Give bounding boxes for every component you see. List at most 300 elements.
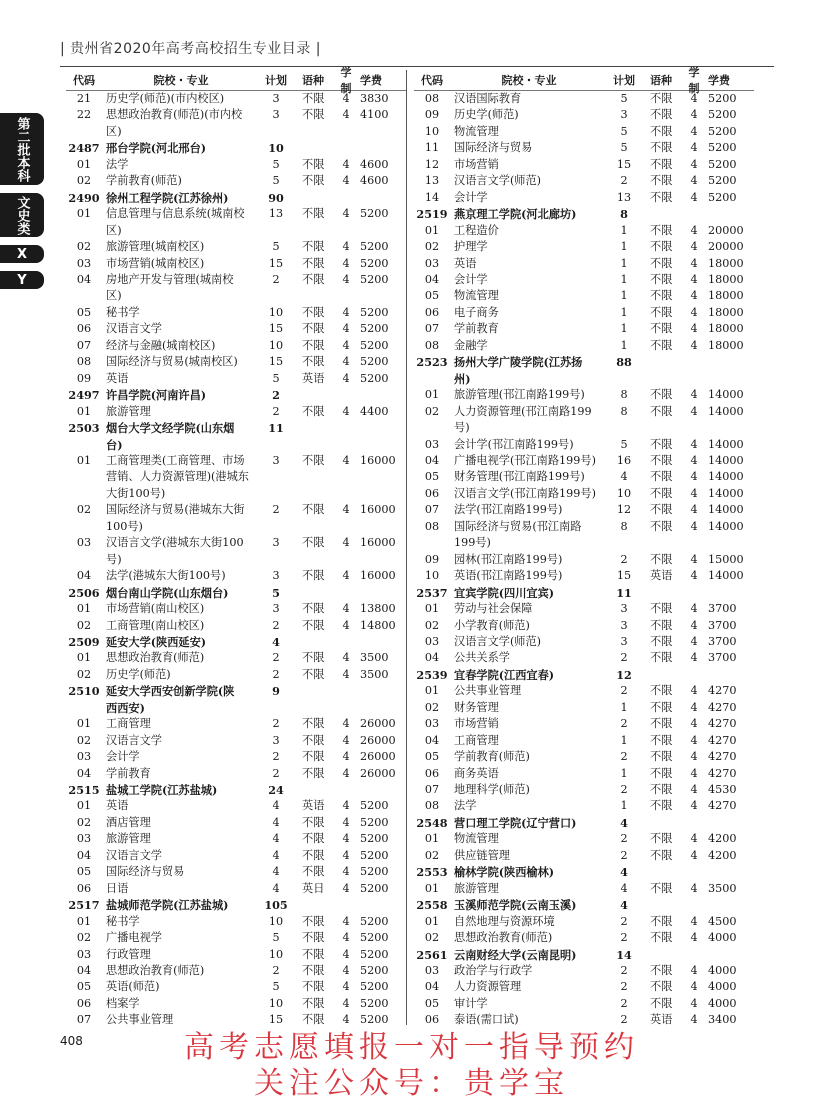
row-name: 物流管理 <box>454 832 499 846</box>
row-years: 4 <box>690 717 698 731</box>
row-fee: 5200 <box>360 322 389 336</box>
left-table-body <box>66 91 406 1029</box>
table-row <box>414 190 754 206</box>
row-plan: 3 <box>620 618 628 632</box>
row-fee: 18000 <box>708 289 744 303</box>
row-fee: 4000 <box>708 931 737 945</box>
table-row <box>66 288 406 304</box>
row-fee: 16000 <box>360 569 396 583</box>
column-divider <box>406 70 407 1025</box>
row-years: 4 <box>690 190 698 204</box>
row-lang: 不限 <box>650 157 673 171</box>
table-row <box>414 650 754 666</box>
row-code: 04 <box>424 980 440 994</box>
row-lang: 英语 <box>650 1013 673 1027</box>
row-name: 园林(邗江南路199号) <box>454 552 563 566</box>
row-name: 国际经济与贸易 <box>106 865 185 879</box>
row-plan: 12 <box>616 667 632 682</box>
row-years: 4 <box>342 536 350 550</box>
row-code: 2519 <box>416 207 448 222</box>
row-plan: 3 <box>272 569 280 583</box>
row-lang: 不限 <box>302 174 325 188</box>
table-row <box>414 223 754 239</box>
header-fee: 学费 <box>708 74 730 87</box>
table-row <box>66 91 406 107</box>
row-years: 4 <box>690 1013 698 1027</box>
row-name: 英语(师范) <box>106 980 160 994</box>
row-name: 学前教育(师范) <box>454 750 530 764</box>
table-row <box>66 618 406 634</box>
row-years <box>336 552 356 568</box>
row-code <box>66 288 102 304</box>
school-row <box>66 387 406 403</box>
row-code: 2539 <box>416 667 448 682</box>
row-fee <box>356 437 410 453</box>
row-plan: 1 <box>620 305 628 319</box>
left-column <box>66 66 406 1029</box>
table-row <box>414 881 754 897</box>
row-fee: 16000 <box>360 536 396 550</box>
row-plan: 105 <box>264 898 288 913</box>
row-code: 09 <box>76 371 92 385</box>
row-name: 泰语(需口试) <box>454 1013 519 1027</box>
row-name: 政治学与行政学 <box>454 964 533 978</box>
row-lang <box>296 288 336 304</box>
row-name: 汉语言文学(师范) <box>454 174 542 188</box>
left-column-header <box>66 66 406 95</box>
row-years: 4 <box>690 108 698 122</box>
row-years: 4 <box>342 914 350 928</box>
row-years <box>336 486 356 502</box>
row-fee: 4270 <box>708 700 737 714</box>
row-code: 2497 <box>68 388 100 403</box>
table-row <box>66 519 406 535</box>
row-plan: 4 <box>620 470 628 484</box>
side-tab-x: X <box>0 245 44 263</box>
row-lang: 不限 <box>650 174 673 188</box>
row-fee: 26000 <box>360 717 396 731</box>
row-plan: 5 <box>272 585 280 600</box>
table-row <box>66 766 406 782</box>
row-code: 05 <box>76 865 92 879</box>
row-years: 4 <box>690 503 698 517</box>
row-fee: 5200 <box>360 256 389 270</box>
row-years: 4 <box>690 305 698 319</box>
row-name: 汉语言文学(邗江南路199号) <box>454 486 596 500</box>
row-name: 物流管理 <box>454 124 499 138</box>
row-lang: 不限 <box>302 338 325 352</box>
school-row <box>66 782 406 798</box>
row-name: 英语 <box>106 799 129 813</box>
row-name: 思想政治教育(师范) <box>106 651 205 665</box>
row-plan: 5 <box>620 141 628 155</box>
row-lang <box>296 437 336 453</box>
header-fee: 学费 <box>360 74 382 87</box>
row-fee: 3400 <box>708 1013 737 1027</box>
row-plan: 2 <box>620 1013 628 1027</box>
school-row <box>66 683 406 699</box>
table-row <box>414 256 754 272</box>
row-plan <box>256 552 296 568</box>
row-lang: 不限 <box>650 700 673 714</box>
row-lang <box>644 585 684 601</box>
row-code: 2561 <box>416 947 448 962</box>
row-years <box>684 354 704 370</box>
row-fee: 5200 <box>360 980 389 994</box>
row-name: 100号) <box>106 519 143 533</box>
row-code: 04 <box>424 733 440 747</box>
row-name: 榆林学院(陕西榆林) <box>454 865 555 880</box>
row-fee: 4270 <box>708 750 737 764</box>
row-code: 01 <box>76 799 92 813</box>
row-code: 06 <box>424 305 440 319</box>
row-lang: 不限 <box>302 733 325 747</box>
school-row <box>414 354 754 370</box>
row-lang: 不限 <box>650 190 673 204</box>
row-lang: 不限 <box>650 223 673 237</box>
row-plan: 4 <box>620 881 628 895</box>
row-lang: 英语 <box>302 371 325 385</box>
row-years: 4 <box>342 980 350 994</box>
row-years: 4 <box>342 272 350 286</box>
table-row <box>414 453 754 469</box>
row-fee: 4600 <box>360 157 389 171</box>
row-years: 4 <box>690 157 698 171</box>
row-code <box>66 437 102 453</box>
row-plan: 2 <box>620 552 628 566</box>
row-lang: 不限 <box>650 634 673 648</box>
row-code <box>66 469 102 485</box>
row-code: 06 <box>76 322 92 336</box>
row-lang <box>644 354 684 370</box>
row-lang <box>296 420 336 436</box>
row-lang: 不限 <box>650 881 673 895</box>
table-row <box>414 502 754 518</box>
row-code: 01 <box>424 388 440 402</box>
row-plan <box>256 486 296 502</box>
row-fee <box>704 815 758 831</box>
row-name: 号) <box>106 552 122 566</box>
row-years <box>684 815 704 831</box>
row-years <box>336 437 356 453</box>
row-years: 4 <box>342 815 350 829</box>
row-lang <box>644 864 684 880</box>
row-years: 4 <box>342 338 350 352</box>
row-plan: 4 <box>272 799 280 813</box>
row-code: 06 <box>424 1013 440 1027</box>
school-row <box>414 206 754 222</box>
row-lang <box>296 469 336 485</box>
row-plan: 4 <box>272 832 280 846</box>
row-plan: 5 <box>272 157 280 171</box>
row-years: 4 <box>342 799 350 813</box>
school-row <box>66 700 406 716</box>
row-lang: 不限 <box>302 305 325 319</box>
row-lang: 不限 <box>302 651 325 665</box>
row-fee: 4600 <box>360 174 389 188</box>
row-code: 22 <box>76 108 92 122</box>
header-name: 院校・专业 <box>501 74 557 87</box>
row-code: 02 <box>424 700 440 714</box>
row-years: 4 <box>690 684 698 698</box>
row-plan: 15 <box>268 322 284 336</box>
row-lang <box>296 223 336 239</box>
table-row <box>414 338 754 354</box>
school-row <box>414 667 754 683</box>
row-lang: 不限 <box>650 305 673 319</box>
row-name: 思想政治教育(师范) <box>454 931 553 945</box>
row-code: 01 <box>76 453 92 467</box>
row-fee: 13800 <box>360 602 396 616</box>
row-name: 旅游管理 <box>106 404 151 418</box>
row-lang: 不限 <box>302 717 325 731</box>
row-years <box>684 897 704 913</box>
row-code: 2510 <box>68 684 100 699</box>
row-fee: 5200 <box>360 914 389 928</box>
row-lang: 不限 <box>302 322 325 336</box>
table-row <box>414 288 754 304</box>
table-row <box>414 848 754 864</box>
row-fee: 5200 <box>708 124 737 138</box>
table-row <box>414 305 754 321</box>
table-row <box>414 387 754 403</box>
row-years: 4 <box>690 256 698 270</box>
row-name: 宜春学院(江西宜春) <box>454 667 555 682</box>
header-plan: 计划 <box>613 74 635 87</box>
row-lang: 不限 <box>302 947 325 961</box>
row-name: 护理学 <box>454 240 488 254</box>
row-plan: 3 <box>272 453 280 467</box>
row-years: 4 <box>690 519 698 533</box>
table-row <box>414 963 754 979</box>
row-plan: 1 <box>620 700 628 714</box>
table-row <box>66 930 406 946</box>
row-lang: 不限 <box>650 651 673 665</box>
row-years: 4 <box>690 980 698 994</box>
row-code: 08 <box>424 92 440 105</box>
school-row <box>66 140 406 156</box>
row-code: 02 <box>424 404 440 418</box>
row-years: 4 <box>690 569 698 583</box>
row-years: 4 <box>690 602 698 616</box>
school-row <box>66 437 406 453</box>
row-plan: 1 <box>620 322 628 336</box>
row-lang: 不限 <box>650 684 673 698</box>
table-row <box>66 206 406 222</box>
row-fee: 5200 <box>360 338 389 352</box>
row-lang: 不限 <box>302 980 325 994</box>
row-plan: 1 <box>620 766 628 780</box>
row-code: 05 <box>76 305 92 319</box>
row-plan: 12 <box>616 503 632 517</box>
row-fee: 18000 <box>708 305 744 319</box>
row-years: 4 <box>690 272 698 286</box>
row-years: 4 <box>690 453 698 467</box>
row-plan <box>256 223 296 239</box>
row-fee <box>356 288 410 304</box>
school-row <box>414 815 754 831</box>
row-code: 13 <box>424 174 440 188</box>
school-row <box>66 634 406 650</box>
row-plan: 4 <box>620 898 628 913</box>
row-lang <box>296 897 336 913</box>
row-code: 21 <box>76 92 92 105</box>
row-fee: 5200 <box>360 947 389 961</box>
row-lang <box>644 535 684 551</box>
row-lang: 不限 <box>650 404 673 418</box>
row-plan: 3 <box>272 733 280 747</box>
row-plan: 2 <box>272 404 280 418</box>
row-fee: 14000 <box>708 453 744 467</box>
row-fee: 4270 <box>708 766 737 780</box>
table-row <box>414 716 754 732</box>
row-years: 4 <box>690 848 698 862</box>
row-plan: 9 <box>272 684 280 699</box>
row-code: 12 <box>424 157 440 171</box>
row-name: 审计学 <box>454 996 488 1010</box>
row-years: 4 <box>690 634 698 648</box>
school-row <box>66 190 406 206</box>
row-fee: 16000 <box>360 453 396 467</box>
row-code: 09 <box>424 552 440 566</box>
row-years: 4 <box>342 766 350 780</box>
row-years: 4 <box>690 124 698 138</box>
table-row <box>414 157 754 173</box>
row-plan: 10 <box>268 141 284 156</box>
row-fee: 4500 <box>708 914 737 928</box>
row-fee <box>356 897 410 913</box>
row-years: 4 <box>690 783 698 797</box>
row-lang: 不限 <box>650 289 673 303</box>
row-code: 06 <box>76 881 92 895</box>
table-row <box>66 469 406 485</box>
row-plan: 13 <box>616 190 632 204</box>
row-name: 市场营销 <box>454 157 499 171</box>
school-row <box>66 585 406 601</box>
row-name: 云南财经大学(云南昆明) <box>454 947 577 962</box>
row-fee <box>356 223 410 239</box>
row-name: 延安大学西安创新学院(陕 <box>106 684 235 699</box>
row-years: 4 <box>342 931 350 945</box>
row-fee: 14000 <box>708 519 744 533</box>
row-lang: 不限 <box>302 272 325 286</box>
row-plan: 2 <box>620 651 628 665</box>
row-code: 04 <box>424 453 440 467</box>
table-row <box>66 107 406 123</box>
row-name: 许昌学院(河南许昌) <box>106 388 207 403</box>
row-name: 人力资源管理(邗江南路199 <box>454 404 592 418</box>
row-name: 公共事业管理 <box>454 684 522 698</box>
row-years: 4 <box>690 388 698 402</box>
row-code <box>66 486 102 502</box>
row-lang: 英日 <box>302 881 325 895</box>
table-row <box>66 650 406 666</box>
right-table-body <box>414 91 754 1029</box>
table-row <box>414 782 754 798</box>
row-years: 4 <box>690 92 698 105</box>
table-row <box>414 700 754 716</box>
row-code: 01 <box>76 651 92 665</box>
row-code: 10 <box>424 569 440 583</box>
row-code: 02 <box>424 240 440 254</box>
row-code: 05 <box>424 470 440 484</box>
row-code: 05 <box>76 980 92 994</box>
row-fee <box>356 634 410 650</box>
row-fee: 18000 <box>708 272 744 286</box>
row-lang: 不限 <box>650 552 673 566</box>
row-name: 工商管理 <box>106 717 151 731</box>
row-plan: 8 <box>620 388 628 402</box>
row-lang: 不限 <box>650 272 673 286</box>
row-code: 04 <box>424 272 440 286</box>
row-code: 03 <box>424 964 440 978</box>
row-fee: 14000 <box>708 470 744 484</box>
row-lang <box>296 585 336 601</box>
row-years: 4 <box>690 964 698 978</box>
table-row <box>66 173 406 189</box>
row-fee <box>704 371 758 387</box>
school-row <box>414 947 754 963</box>
row-years: 4 <box>342 996 350 1010</box>
row-fee: 18000 <box>708 256 744 270</box>
row-name: 宜宾学院(四川宜宾) <box>454 585 555 600</box>
row-fee: 3700 <box>708 602 737 616</box>
row-years <box>684 371 704 387</box>
row-years <box>336 223 356 239</box>
row-lang <box>296 190 336 206</box>
row-years: 4 <box>690 996 698 1010</box>
row-fee: 14000 <box>708 503 744 517</box>
row-plan: 2 <box>620 931 628 945</box>
row-years: 4 <box>690 240 698 254</box>
row-plan: 10 <box>268 338 284 352</box>
table-row <box>414 831 754 847</box>
row-plan: 1 <box>620 733 628 747</box>
row-plan <box>256 469 296 485</box>
row-years: 4 <box>690 404 698 418</box>
row-years: 4 <box>342 453 350 467</box>
table-row <box>66 881 406 897</box>
row-plan: 2 <box>272 717 280 731</box>
row-plan: 5 <box>272 371 280 385</box>
table-row <box>414 568 754 584</box>
row-years: 4 <box>342 733 350 747</box>
row-name: 人力资源管理 <box>454 980 522 994</box>
header-years: 学制 <box>340 66 352 95</box>
row-name: 广播电视学 <box>106 931 162 945</box>
row-code: 01 <box>76 914 92 928</box>
row-lang: 不限 <box>302 618 325 632</box>
row-plan: 24 <box>268 783 284 798</box>
table-row <box>414 486 754 502</box>
row-lang: 不限 <box>302 815 325 829</box>
row-fee <box>356 700 410 716</box>
row-code: 08 <box>424 799 440 813</box>
table-row <box>66 979 406 995</box>
row-name: 学前教育 <box>454 322 499 336</box>
row-plan <box>256 519 296 535</box>
row-name: 工程造价 <box>454 223 499 237</box>
row-plan: 4 <box>620 815 628 830</box>
row-code: 02 <box>76 667 92 681</box>
row-name: 汉语言文学(港城东大街100 <box>106 536 244 550</box>
row-fee <box>704 864 758 880</box>
table-row <box>66 502 406 518</box>
row-lang <box>296 782 336 798</box>
row-name: 汉语言文学(师范) <box>454 634 542 648</box>
row-code: 2487 <box>68 141 100 156</box>
row-lang <box>296 634 336 650</box>
